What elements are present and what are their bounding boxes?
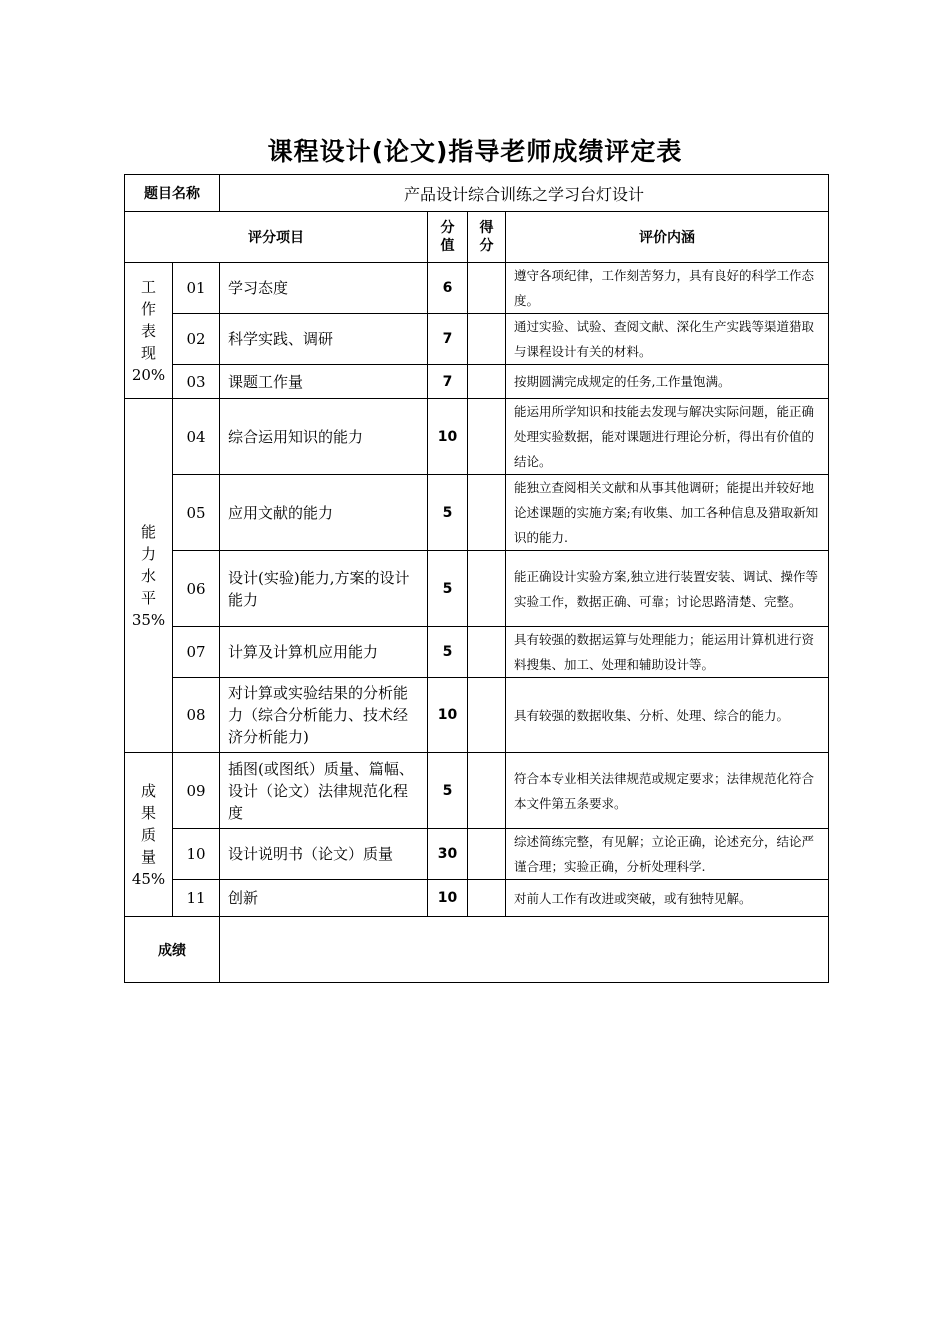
row-score: 10 (428, 399, 468, 475)
group-work-performance (125, 263, 173, 399)
row-got-cell[interactable] (468, 678, 506, 753)
row-number: 06 (173, 551, 220, 627)
group-char: 现 (140, 343, 156, 362)
group-char: 表 (140, 321, 156, 340)
page-title: 课程设计(论文)指导老师成绩评定表 (267, 137, 683, 166)
header-score-char: 值 (440, 238, 455, 254)
table-row (125, 314, 829, 365)
row-got-cell[interactable] (468, 753, 506, 829)
table-row (125, 627, 829, 678)
row-criteria: 具有较强的数据运算与处理能力；能运用计算机进行资料搜集、加工、处理和辅助设计等。 (506, 627, 829, 678)
row-number: 03 (173, 365, 220, 399)
row-number: 07 (173, 627, 220, 678)
row-score: 5 (428, 753, 468, 829)
subject-row (125, 175, 829, 212)
subject-label: 题目名称 (125, 175, 220, 212)
row-criteria: 能运用所学知识和技能去发现与解决实际问题，能正确处理实验数据，能对课题进行理论分析，得出有价值的结论。 (506, 399, 829, 475)
row-number: 02 (173, 314, 220, 365)
row-item: 插图(或图纸）质量、篇幅、设计（论文）法律规范化程度 (220, 753, 428, 829)
row-got-cell[interactable] (468, 314, 506, 365)
group-char: 能 (140, 522, 156, 541)
row-score: 7 (428, 314, 468, 365)
row-number: 08 (173, 678, 220, 753)
row-item: 计算及计算机应用能力 (220, 627, 428, 678)
table-row (125, 365, 829, 399)
group-char: 力 (140, 544, 156, 563)
row-got-cell[interactable] (468, 399, 506, 475)
header-got (468, 212, 506, 263)
evaluation-table (124, 174, 829, 983)
row-number: 09 (173, 753, 220, 829)
table-row (125, 880, 829, 917)
table-row (125, 475, 829, 551)
row-item: 学习态度 (220, 263, 428, 314)
group-char: 质 (140, 825, 156, 844)
group-result-quality (125, 753, 173, 917)
row-got-cell[interactable] (468, 365, 506, 399)
row-item: 课题工作量 (220, 365, 428, 399)
row-score: 5 (428, 475, 468, 551)
group-weight: 20% (131, 365, 166, 384)
row-got-cell[interactable] (468, 829, 506, 880)
row-score: 7 (428, 365, 468, 399)
row-criteria: 遵守各项纪律，工作刻苦努力，具有良好的科学工作态度。 (506, 263, 829, 314)
table-row (125, 399, 829, 475)
row-criteria: 具有较强的数据收集、分析、处理、综合的能力。 (506, 678, 829, 753)
row-item: 综合运用知识的能力 (220, 399, 428, 475)
row-criteria: 按期圆满完成规定的任务,工作量饱满。 (506, 365, 829, 399)
group-char: 果 (140, 803, 156, 822)
row-criteria: 符合本专业相关法律规范或规定要求；法律规范化符合本文件第五条要求。 (506, 753, 829, 829)
result-value-cell[interactable] (220, 917, 829, 983)
result-row (125, 917, 829, 983)
row-number: 01 (173, 263, 220, 314)
row-score: 5 (428, 551, 468, 627)
row-item: 设计(实验)能力,方案的设计能力 (220, 551, 428, 627)
group-char: 成 (140, 781, 156, 800)
row-number: 10 (173, 829, 220, 880)
header-row (125, 212, 829, 263)
row-item: 设计说明书（论文）质量 (220, 829, 428, 880)
group-char: 作 (140, 299, 156, 318)
row-criteria: 能独立查阅相关文献和从事其他调研；能提出并较好地论述课题的实施方案;有收集、加工各种信息及猎取新知识的能力. (506, 475, 829, 551)
row-number: 11 (173, 880, 220, 917)
row-criteria: 能正确设计实验方案,独立进行装置安装、调试、操作等实验工作，数据正确、可靠；讨论思路清楚、完整。 (506, 551, 829, 627)
table-row (125, 829, 829, 880)
row-got-cell[interactable] (468, 627, 506, 678)
row-item: 应用文献的能力 (220, 475, 428, 551)
row-number: 05 (173, 475, 220, 551)
header-score (428, 212, 468, 263)
row-got-cell[interactable] (468, 475, 506, 551)
row-criteria: 对前人工作有改进或突破，或有独特见解。 (506, 880, 829, 917)
header-criteria: 评价内涵 (506, 212, 829, 263)
table-row (125, 678, 829, 753)
row-score: 10 (428, 678, 468, 753)
row-item: 创新 (220, 880, 428, 917)
row-got-cell[interactable] (468, 880, 506, 917)
group-char: 量 (140, 847, 156, 866)
row-score: 10 (428, 880, 468, 917)
row-criteria: 综述简练完整，有见解；立论正确，论述充分，结论严谨合理；实验正确，分析处理科学. (506, 829, 829, 880)
result-label: 成绩 (125, 917, 220, 983)
group-char: 平 (140, 588, 156, 607)
header-item: 评分项目 (125, 212, 428, 263)
row-item: 对计算或实验结果的分析能力（综合分析能力、技术经济分析能力) (220, 678, 428, 753)
group-char: 水 (140, 566, 156, 585)
row-score: 6 (428, 263, 468, 314)
row-number: 04 (173, 399, 220, 475)
table-row (125, 551, 829, 627)
row-criteria: 通过实验、试验、查阅文献、深化生产实践等渠道猎取与课程设计有关的材料。 (506, 314, 829, 365)
table-row (125, 263, 829, 314)
header-score-char: 分 (440, 220, 455, 236)
group-weight: 45% (131, 869, 166, 888)
header-got-char: 分 (479, 238, 494, 254)
row-got-cell[interactable] (468, 263, 506, 314)
header-got-char: 得 (479, 220, 494, 236)
table-row (125, 753, 829, 829)
group-ability-level (125, 399, 173, 753)
row-score: 5 (428, 627, 468, 678)
row-got-cell[interactable] (468, 551, 506, 627)
group-weight: 35% (131, 610, 166, 629)
row-item: 科学实践、调研 (220, 314, 428, 365)
row-score: 30 (428, 829, 468, 880)
subject-value: 产品设计综合训练之学习台灯设计 (220, 175, 829, 212)
group-char: 工 (140, 277, 156, 296)
